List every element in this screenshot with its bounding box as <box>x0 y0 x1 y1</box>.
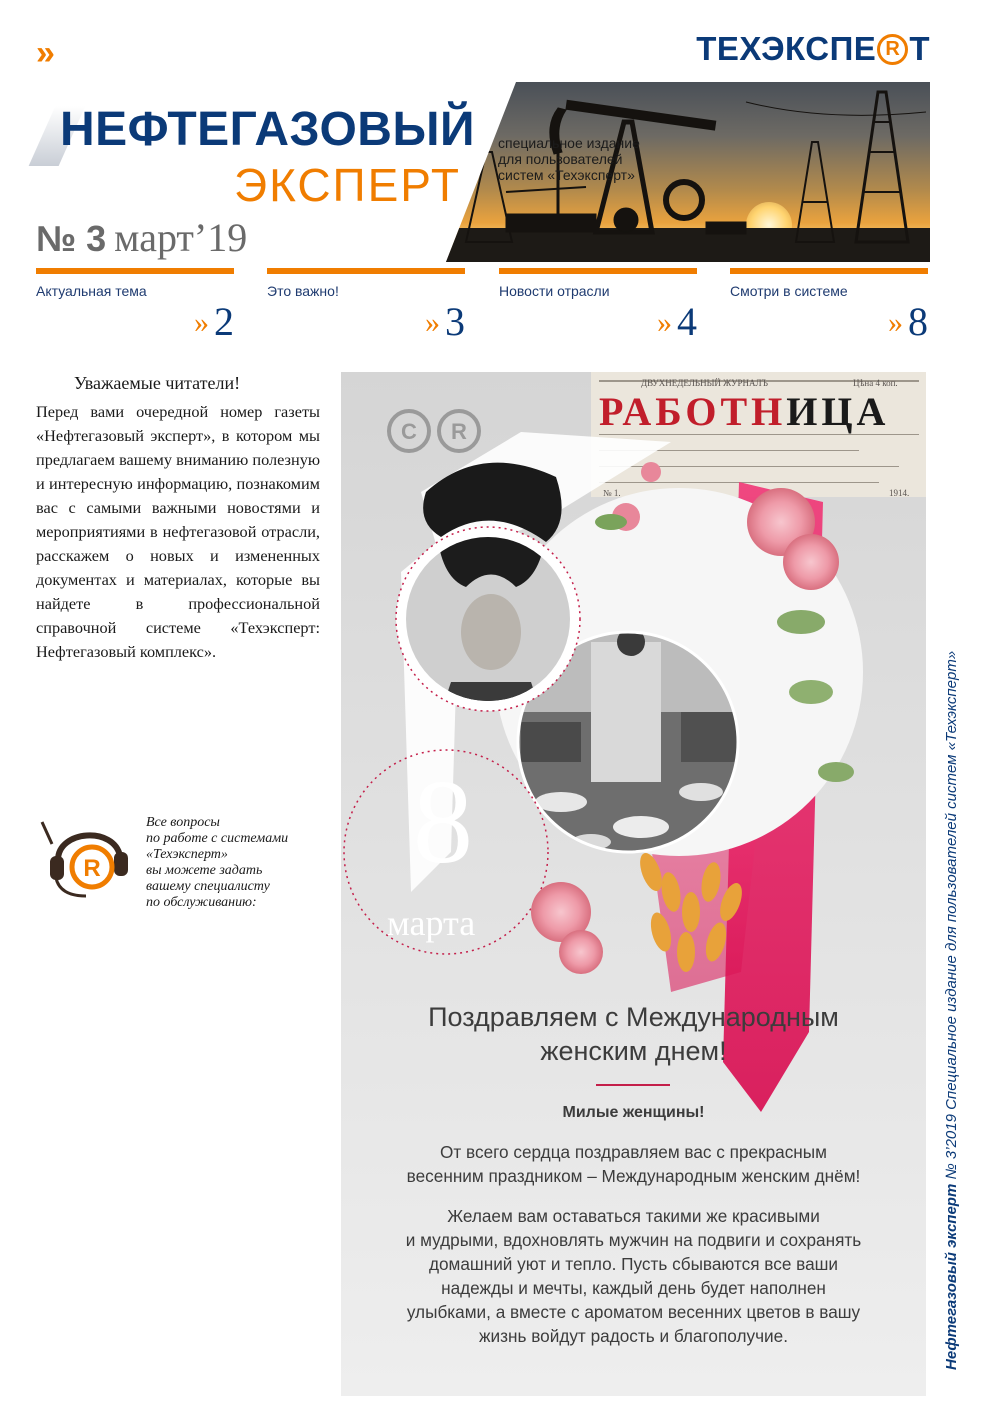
greeting-paragraph-1: От всего сердца поздравляем вас с прекрасным весенним праздником – Международным женским днём! <box>406 1142 861 1186</box>
chevron-right-icon: » <box>888 306 900 339</box>
nav-label: Смотри в системе <box>730 283 848 299</box>
chevron-right-icon: » <box>194 306 206 339</box>
header-chevron: » <box>36 34 51 72</box>
masthead-title-line1: НЕФТЕГАЗОВЫЙ <box>60 103 475 156</box>
issue-number: № 3 <box>36 218 107 259</box>
svg-text:R: R <box>83 855 101 882</box>
masthead-title-line2: ЭКСПЕРТ <box>234 159 462 211</box>
brand-prefix: ТЕХЭКСПЕ <box>696 30 877 67</box>
support-headset-icon <box>36 812 136 902</box>
nav-page-link[interactable]: » 2 <box>194 299 234 344</box>
nav-bar <box>499 268 697 274</box>
intro-greeting: Уважаемые читатели! <box>74 373 241 393</box>
issue-label <box>36 214 247 261</box>
svg-text:C: C <box>401 419 417 444</box>
brand-logo[interactable] <box>696 30 930 68</box>
march-8-greeting-panel <box>341 372 926 1396</box>
banner-caption: специальное издание для пользователей систем «Техэксперт» <box>498 135 640 183</box>
nav-bar <box>267 268 465 274</box>
date-month: марта <box>387 903 476 943</box>
vertical-imprint: Нефтегазовый эксперт № 3’2019 Специальное издание для пользователей систем «Техэксперт» <box>943 650 960 1370</box>
intro-text: Перед вами очередной номер газеты «Нефтегазовый эксперт», в котором мы предлагаем вашему вниманию полезную и интересную информацию, познакомим вас с самыми важными новостями и мероприятиями в нефтегазовой отрасли, расскажем о новых и измененных документах и материалах, которые вы найдете в профессиональной справочной системе «Техэксперт: Нефтегазовый комплекс». <box>36 402 320 661</box>
nav-page-link[interactable]: » 3 <box>425 299 465 344</box>
support-text: Все вопросы по работе с системами «Техэксперт» вы можете задать вашему специалисту по обслуживанию: <box>146 815 289 910</box>
nav-item-industry-news[interactable] <box>499 268 697 344</box>
nav-page-link[interactable]: » 4 <box>657 299 697 344</box>
svg-text:R: R <box>451 419 467 444</box>
newspaper-price: Цѣна 4 коп. <box>853 378 898 388</box>
chevron-right-icon: » <box>657 306 669 339</box>
chevron-right-icon: » <box>425 306 437 339</box>
nav-item-current-topic[interactable] <box>36 268 234 344</box>
brand-suffix: Т <box>909 30 930 67</box>
nav-bar <box>730 268 928 274</box>
copyright-registered-icon <box>385 406 485 456</box>
greeting-paragraph-2: Желаем вам оставаться такими же красивыми и мудрыми, вдохновлять мужчин на подвиги и сохранять домашний уют и тепло. Пусть сбываются все ваши надежды и мечты, каждый день будет наполнен улыбками, а вместе с ароматом весенних цветов в вашу жизнь войдут радость и благополучие. <box>405 1206 862 1346</box>
nav-label: Актуальная тема <box>36 283 147 299</box>
nav-item-important[interactable] <box>267 268 465 344</box>
newspaper-year: 1914. <box>889 488 910 498</box>
nav-item-see-in-system[interactable] <box>730 268 928 344</box>
issue-month: март’19 <box>114 215 248 260</box>
nav-bar <box>36 268 234 274</box>
heading-divider <box>596 1084 670 1086</box>
newspaper-header: ДВУХНЕДЕЛЬНЫЙ ЖУРНАЛЪ <box>641 378 768 388</box>
newspaper-issue-no: № 1. <box>603 488 621 498</box>
nav-page-link[interactable]: » 8 <box>888 299 928 344</box>
nav-label: Новости отрасли <box>499 283 610 299</box>
nav-label: Это важно! <box>267 283 339 299</box>
date-number: 8 <box>413 755 473 888</box>
newspaper-title: РАБОТНИЦА <box>599 389 890 434</box>
registered-r-icon: R <box>877 34 908 65</box>
congrats-heading: Поздравляем с Международным женским днем! <box>428 1002 839 1066</box>
dear-women: Милые женщины! <box>562 1104 705 1121</box>
